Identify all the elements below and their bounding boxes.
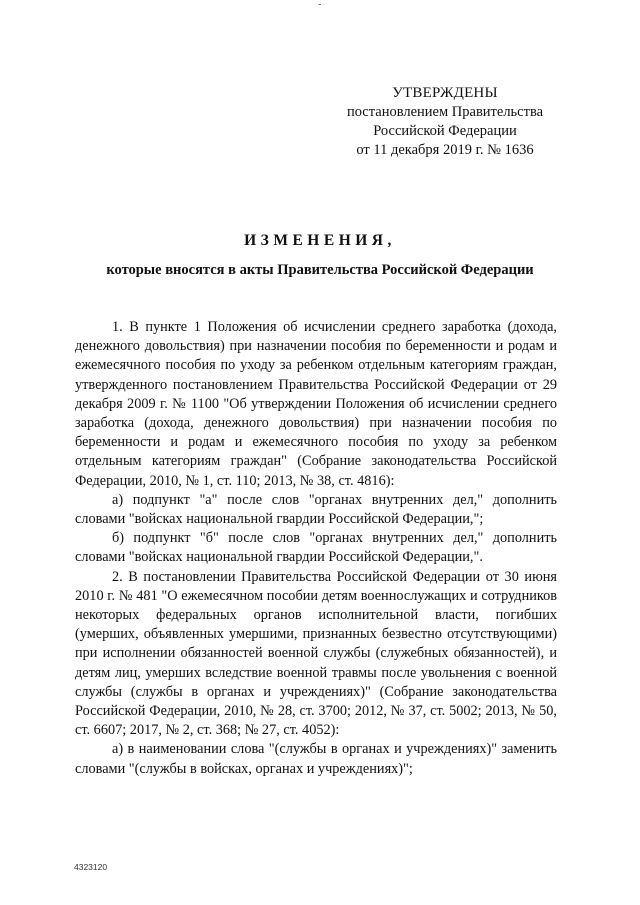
- paragraph-1b: б) подпункт "б" после слов "органах внутренних дел," дополнить словами "войсках национальной гвардии Российской Федерации,".: [75, 530, 557, 566]
- approval-line-2: Российской Федерации: [373, 123, 517, 139]
- document-subtitle: которые вносятся в акты Правительства Российской Федерации: [106, 262, 534, 278]
- paragraph-2a: а) в наименовании слова "(службы в органах и учреждениях)" заменить словами "(службы в войсках, органах и учреждениях)";: [75, 741, 557, 777]
- page-mark: -: [318, 0, 322, 10]
- approval-stamp: УТВЕРЖДЕНЫ: [392, 85, 498, 101]
- paragraph-2: 2. В постановлении Правительства Российской Федерации от 30 июня 2010 г. № 481 "О ежемесячном пособии детям военнослужащих и сотрудников некоторых федеральных органов исполнительной власти, погибших (умерших, объявленных умершими, признанных безвестно отсутствующими) при исполнении обязанностей военной службы (служебных обязанностей), и детям лиц, умерших вследствие военной травмы после увольнения с военной службы (службы в органах и учреждениях)" (Собрание законодательства Российской Федерации, 2010, № 28, ст. 3700; 2012, № 37, ст. 5002; 2013, № 50, ст. 6607; 2017, № 2, ст. 368; № 27, ст. 4052):: [75, 568, 557, 739]
- paragraph-1a: а) подпункт "а" после слов "органах внутренних дел," дополнить словами "войсках национальной гвардии Российской Федерации,";: [75, 491, 557, 528]
- document-code: 4323120: [74, 862, 108, 872]
- approval-block: [330, 84, 560, 160]
- document-title: ИЗМЕНЕНИЯ,: [244, 232, 396, 249]
- paragraph-1: 1. В пункте 1 Положения об исчислении среднего заработка (дохода, денежного довольствия) при назначении пособия по беременности и родам и ежемесячного пособия по уходу за ребенком отдельным категориям граждан, утвержденного постановлением Правительства Российской Федерации от 29 декабря 2009 г. № 1100 "Об утверждении Положения об исчислении среднего заработка (дохода, денежного довольствия) при назначении пособия по беременности и родам и ежемесячного пособия по уходу за ребенком отдельным категориям граждан" (Собрание законодательства Российской Федерации, 2010, № 1, ст. 110; 2013, № 38, ст. 4816):: [75, 319, 557, 489]
- approval-line-3: от 11 декабря 2019 г. № 1636: [356, 142, 534, 158]
- approval-line-1: постановлением Правительства: [346, 104, 544, 120]
- document-body: [75, 318, 557, 779]
